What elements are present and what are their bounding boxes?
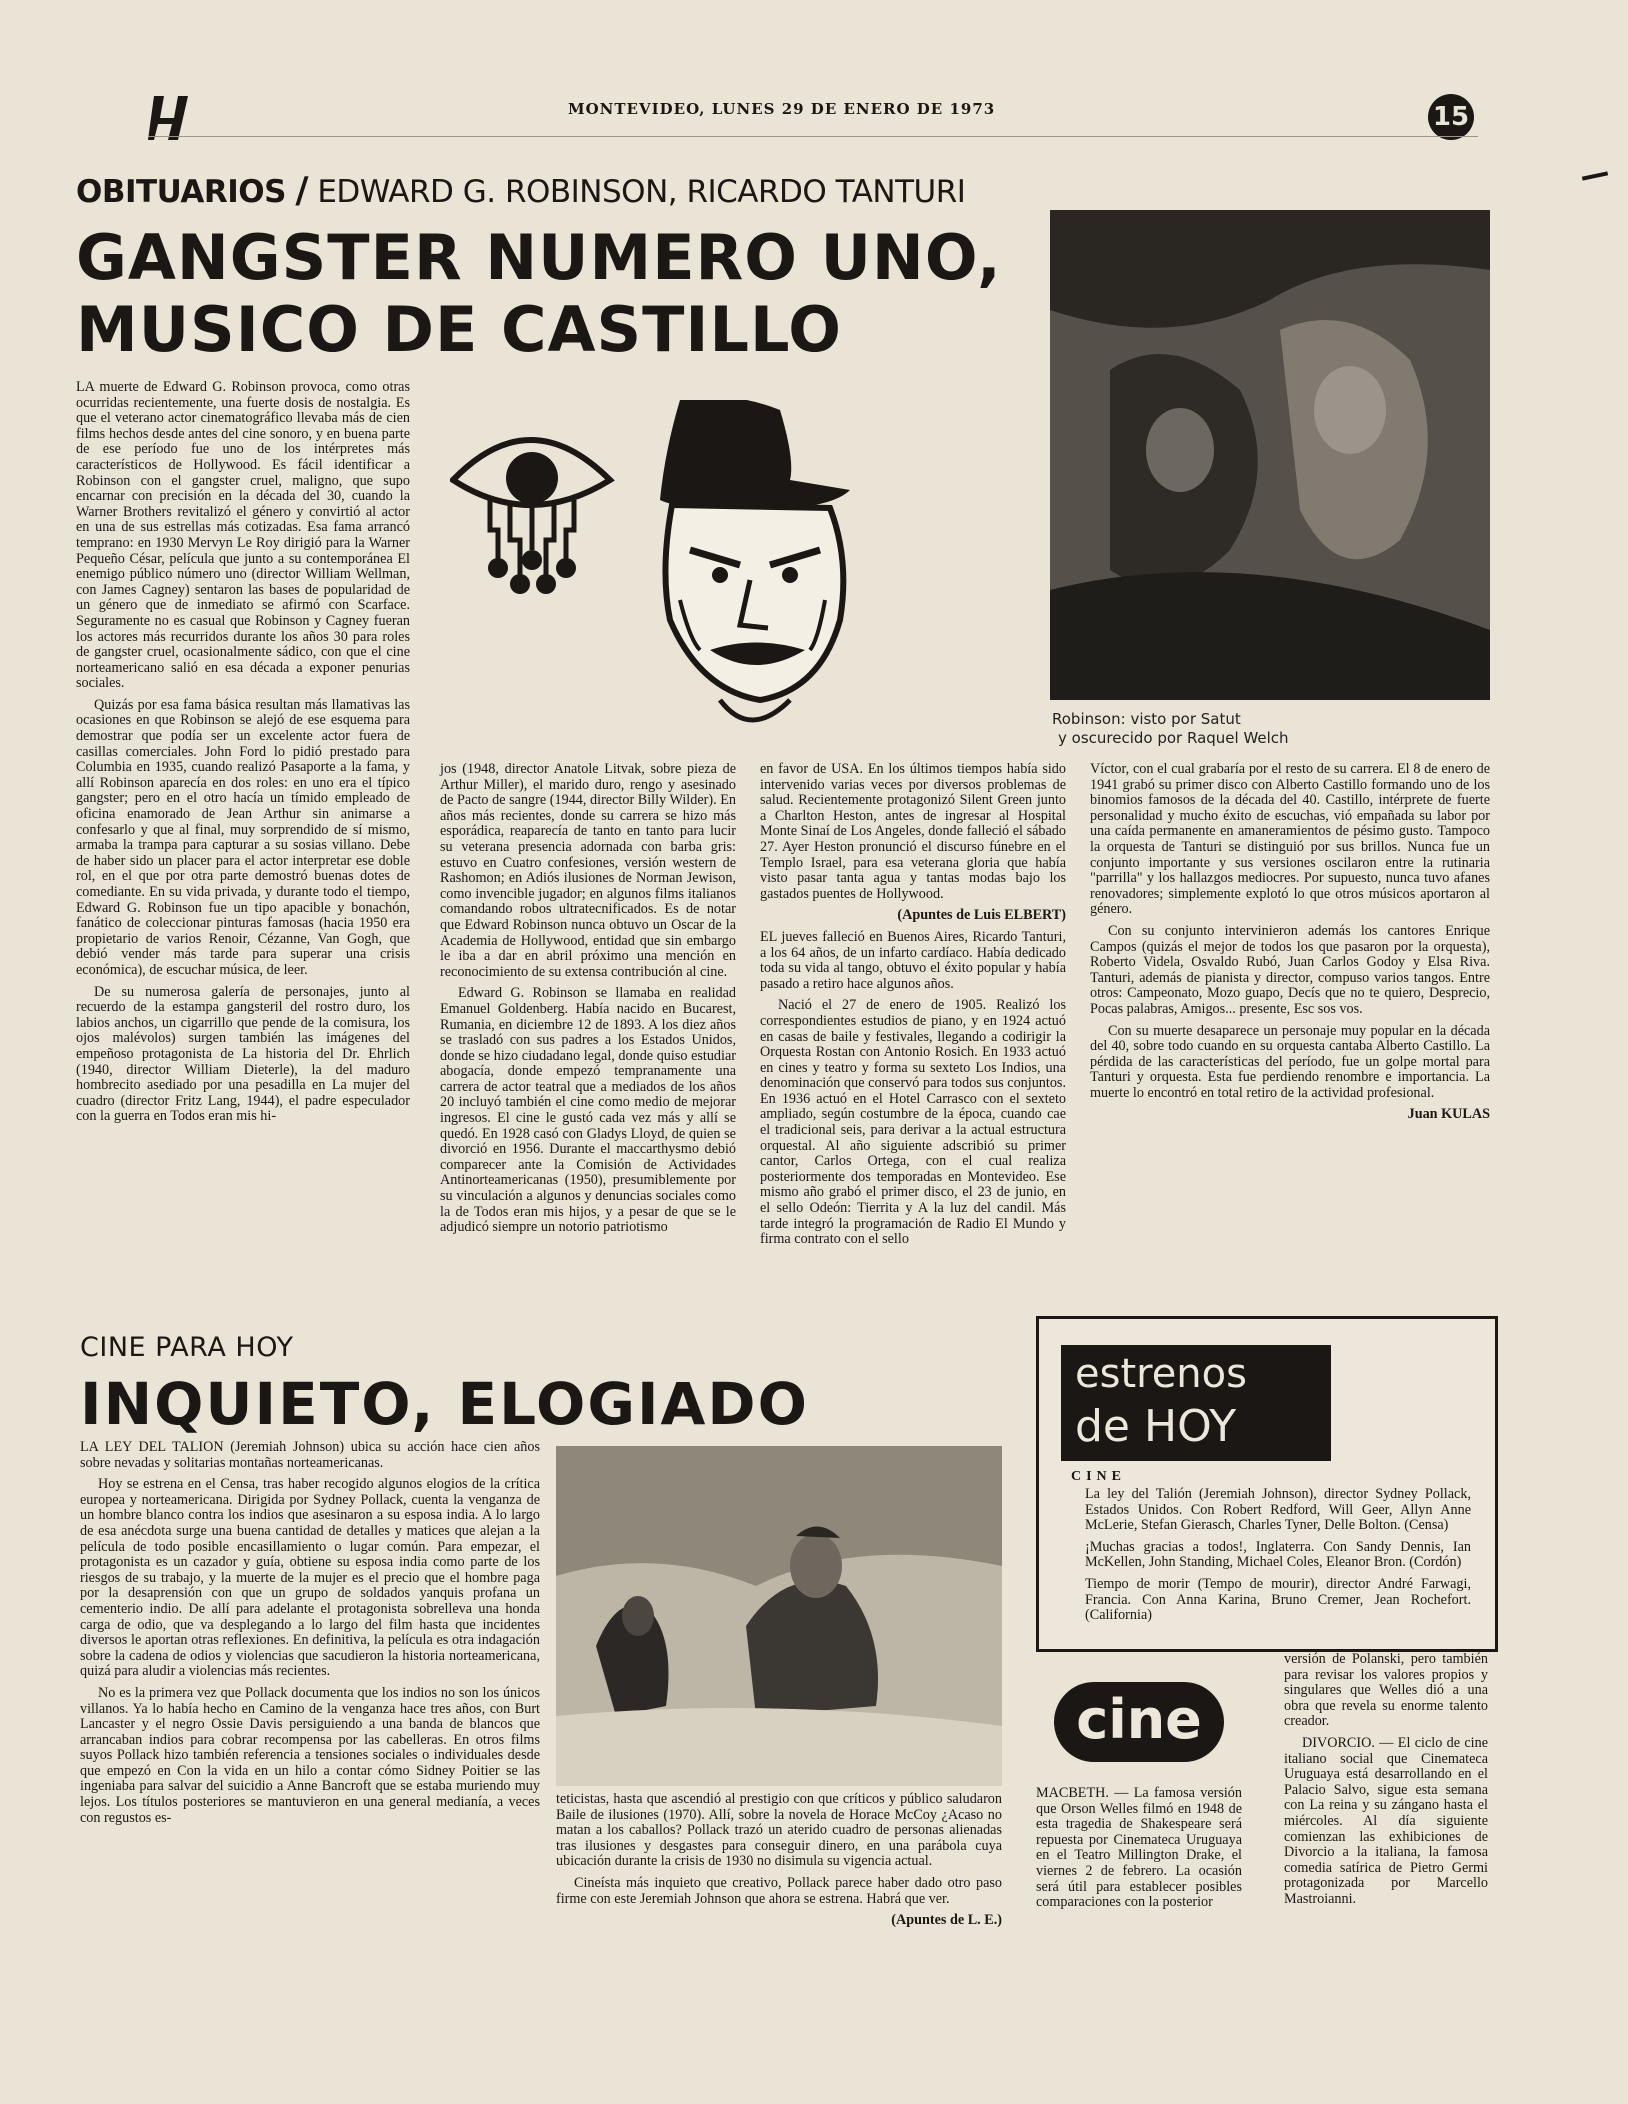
photo-robinson-welch xyxy=(1050,210,1490,700)
caption-line-2: y oscurecido por Raquel Welch xyxy=(1058,729,1289,747)
article1-col4 xyxy=(1090,762,1490,1129)
article1-paragraph: Nació el 27 de enero de 1905. Realizó los correspondientes estudios de piano, y en 1924 actuó en casas de baile y festivales, llegando a codirigir la Orquesta Rostan con Antonio Rosich. En 1933 actuó en cines y teatro y forma su sexteto Los Indios, una denominación que conservó para todos sus conjuntos. En 1936 actuó en el Hotel Carrasco con el sexteto ampliado, según costumbre de la época, cuando cae el tradicional seis, para derivar a la actual estructura orquestal. Al año siguiente adscribió su primer cantor, Carlos Ortega, con el cual realiza posteriormente dos temporadas en Montevideo. Ese mismo año grabó el primer disco, el 23 de junio, en el sello Odeón: Tierrita y A la luz del candil. Más tarde integró la programación de Radio El Mundo y firma contrato con el sello xyxy=(760,997,1066,1248)
kicker-rest: EDWARD G. ROBINSON, RICARDO TANTURI xyxy=(317,174,966,210)
main-headline xyxy=(76,222,1036,366)
article2-paragraph: LA LEY DEL TALION (Jeremiah Johnson) ubica su acción hace cien años sobre nevadas y solitarias montañas norteamericanas. xyxy=(80,1439,540,1471)
cine-logo-text: cine xyxy=(1076,1688,1202,1751)
section2-kicker: CINE PARA HOY xyxy=(80,1332,294,1363)
photo-jeremiah-johnson xyxy=(556,1446,1002,1786)
photo-1-caption xyxy=(1052,710,1492,748)
article1-paragraph: Con su conjunto intervinieron además los cantores Enrique Campos (quizás el mejor de todos los que pasaron por la orquesta), Roberto Videla, Osvaldo Rubó, Juan Carlos Godoy y Elsa Riva. Tanturi, además de pianista y director, compuso varios tangos. Entre otros: Campeonato, Mozo guapo, Decís que no te quiero, Desprecio, Pocas palabras, Amigos... presente, Esc sos vos. xyxy=(1090,922,1490,1017)
estrenos-title-line-1: estrenos xyxy=(1075,1351,1247,1397)
photo-1-image xyxy=(1050,210,1490,700)
masthead xyxy=(108,96,1488,150)
masthead-rule xyxy=(148,136,1478,137)
estrenos-title-block xyxy=(1061,1345,1331,1461)
article2-paragraph: Cineísta más inquieto que creativo, Pollack parece haber dado otro paso firme con este Jeremiah Johnson que ahora se estrena. Habrá que ver. xyxy=(556,1874,1002,1907)
margin-mark xyxy=(1582,171,1608,180)
article1-col3 xyxy=(760,762,1066,1254)
kicker-prefix: OBITUARIOS xyxy=(76,174,286,210)
byline-kulas: Juan KULAS xyxy=(1407,1106,1490,1123)
article2-col1 xyxy=(80,1440,540,1832)
estrenos-category: CINE xyxy=(1071,1469,1127,1484)
kicker-slash: / xyxy=(295,170,308,211)
eye-drawing-icon xyxy=(453,440,610,594)
cine-paragraph: MACBETH. — La famosa versión que Orson Welles filmó en 1948 de esta tragedia de Shakespeare será repuesta por Cinemateca Uruguaya en el Teatro Millington Drake, el viernes 2 de febrero. La ocasión será útil para establecer posibles comparaciones con la posterior xyxy=(1036,1785,1242,1911)
article1-col2 xyxy=(440,762,736,1242)
cine-paragraph: DIVORCIO. — El ciclo de cine italiano social que Cinemateca Uruguaya está desarrollando en el Palacio Salvo, sigue esta semana con La reina y su zángano hasta el miércoles. Al día siguiente comienzan las exhibiciones de Divorcio a la italiana, la famosa comedia satírica de Pietro Germi protagonizada por Marcello Mastroianni. xyxy=(1284,1734,1488,1907)
article1-paragraph: LA muerte de Edward G. Robinson provoca, como otras ocurridas recientemente, una fuerte dosis de nostalgia. Es que el veterano actor cinematográfico llevaba más de cien films hechos desde antes del cine sonoro, y en buena parte de ese período fue uno de los intérpretes más característicos de Hollywood. Es fácil identificar a Robinson con el gangster cruel, maligno, que supo encarnar con precisión en la década del 30, cuando la Warner Brothers revitalizó el género y convirtió al actor en una de sus estrellas más cotizadas. Esa fama arrancó temprano: en 1930 Mervyn Le Roy dirigió para la Warner Pequeño César, película que junto a su contemporánea El enemigo público número uno (director William Wellman, con James Cagney) sentaron las bases de popularidad de un género que de inmediato se afirmó con Scarface. Seguramente no es casual que Robinson y Cagney fueran los actores más recurridos durante los años 30 para roles de gangster cruel, ocasionalmente sádico, con que el cine norteamericano salió en esa década a exponer penurias sociales. xyxy=(76,379,410,692)
article2-paragraph: Hoy se estrena en el Censa, tras haber recogido algunos elogios de la crítica europea y norteamericana. Dirigida por Sydney Pollack, cuenta la venganza de un hombre blanco contra los indios que asesinaron a su esposa india. A lo largo de esa anécdota surge una buena cantidad de detalles y matices que alejan a la película de todo posible encasillamiento o lugar común. Para empezar, el protagonista es un cazador y guía, obtiene su esposa india como parte de los riesgos de su trabajo, y la muerte de la mujer es el precio que el hombre paga por la desaprensión con que un grupo de soldados yanquis profana un cementerio indio. De allí para adelante el protagonista sobrelleva una honda carga de odio, que va desplegando a lo largo del film hasta que incidentes diversos le aportan otras reflexiones. En definitiva, la película es otra indagación sobre la cadena de odios y violencias que sacudieron la historia norteamericana, quizá para aludir a violencias más recientes. xyxy=(80,1476,540,1680)
section2-headline: INQUIETO, ELOGIADO xyxy=(80,1370,809,1438)
article1-paragraph: jos (1948, director Anatole Litvak, sobre pieza de Arthur Miller), el marido duro, rengo y asesinado de Pacto de sangre (1944, director Billy Wilder). En años más recientes, donde su carrera se hizo más esporádica, reaparecía de tanto en tanto para lucir su veterana presencia adornada con barba gris: estuvo en Cuatro confesiones, versión western de Rashomon; en Adiós ilusiones de Norman Jewison, como invencible jugador; en algunos films italianos comandando robos ultratecnificados. Es de notar que Edward Robinson nunca obtuvo un Oscar de la Academia de Hollywood, entidad que sin embargo le iba a dar en abril próximo una mención en reconocimiento de su extensa contribución al cine. xyxy=(440,761,736,980)
face-caricature-icon xyxy=(660,400,850,720)
section-kicker xyxy=(76,170,965,211)
cine-col2 xyxy=(1284,1652,1488,1914)
estrenos-title-line-2: de HOY xyxy=(1075,1401,1237,1452)
dateline: MONTEVIDEO, LUNES 29 DE ENERO DE 1973 xyxy=(568,100,996,118)
caricature-illustration xyxy=(450,400,1010,740)
article2-paragraph: teticistas, hasta que ascendió al prestigio con que críticos y público saludaron Baile de ilusiones (1970). Allí, sobre la novela de Horace McCoy ¿Acaso no matan a los caballos? Pollack trazó un aterido cuadro de personas alienadas tras ilusiones y desgastes para conseguir dinero, en una parábola cuya ubicación durante la crisis de 1930 no disimula su vigencia actual. xyxy=(556,1791,1002,1870)
headline-line-1: GANGSTER NUMERO UNO, xyxy=(76,221,1002,294)
estreno-entry: La ley del Talión (Jeremiah Johnson), director Sydney Pollack, Estados Unidos. Con Robert Redford, Will Geer, Allyn Anne McLerie, Stefan Gierasch, Charles Tyner, Delle Bolton. (Censa) xyxy=(1085,1486,1471,1534)
article1-paragraph: Edward G. Robinson se llamaba en realidad Emanuel Goldenberg. Había nacido en Bucarest, Rumania, en diciembre 12 de 1893. A los diez años se trasladó con sus padres a los Estados Unidos, donde se hizo ciudadano legal, donde quiso estudiar abogacía, donde empezó tempranamente una carrera de actor teatral que a mediados de los años 20 incluyó también el cine como medio de mejorar ingresos. El cine le gustó cada vez más y allí se quedó. En 1928 casó con Gladys Lloyd, de quien se divorció en 1956. Durante el maccarthysmo debió comparecer ante la Comisión de Actividades Antinorteamericanas (1950), presumiblemente por su vinculación a algunos y denuncias sociales como la de Todos eran mis hijos, y a pesar de que se le adjudicó siempre un notorio patriotismo xyxy=(440,985,736,1236)
photo-2-image xyxy=(556,1446,1002,1786)
estreno-entry: Tiempo de morir (Tempo de mourir), director André Farwagi, Francia. Con Anna Karina, Bruno Cremer, Jean Rochefort. (California) xyxy=(1085,1575,1471,1624)
article1-paragraph: De su numerosa galería de personajes, junto al recuerdo de la estampa gangsteril del rostro duro, los labios anchos, un cigarrillo que pende de la comisura, los ojos malévolos) surgen también las imágenes del empeñoso protagonista de La historia del Dr. Ehrlich (1940, director William Dieterle), la del maduro hombrecito asediado por una pesadilla en La mujer del cuadro (director Fritz Lang, 1944), el padre especulador con la guerra en Todos eran mis hi- xyxy=(76,983,410,1125)
estrenos-list xyxy=(1071,1487,1471,1630)
article1-paragraph: Quizás por esa fama básica resultan más llamativas las ocasiones en que Robinson se alejó de ese esquema para demostrar que podía ser un excelente actor fuera de casillas comerciales. John Ford lo pidió prestado para Columbia en 1935, cuando realizó Pasaporte a la fama, y allí Robinson aparecía en dos roles: en uno era el típico gangster; pero en el otro hacía un tímido empleado de oficina enamorado de Jean Arthur sin animarse a confesarlo y que al final, muy sorprendido de sí mismo, armaba la trampa para capturar a su sosias villano. Debe de haber sido un placer para el actor interpretar ese doble rol, en el que por otra parte demostró buenas dotes de comediante. En su vida privada, y durante todo el tiempo, Edward G. Robinson fue un tipo apacible y bonachón, fanático de coleccionar pinturas famosas (hacia 1950 era propietario de varios Renoir, Cézanne, Van Gogh, que debió vender más tarde para superar una crisis económica), de escuchar música, de leer. xyxy=(76,696,410,978)
newspaper-logo-icon xyxy=(148,96,196,140)
headline-line-2: MUSICO DE CASTILLO xyxy=(76,293,842,366)
caption-line-1: Robinson: visto por Satut xyxy=(1052,710,1241,728)
article1-paragraph: Víctor, con el cual grabaría por el resto de su carrera. El 8 de enero de 1941 grabó su primer disco con Alberto Castillo formando uno de los binomios famosos de la década del 40. Castillo, intérprete de fuerte personalidad y mucho éxito de escuchas, vió empañada su labor por una caída permanente en amaneramientos de pésimo gusto. Tampoco la orquesta de Tanturi se distinguió por sus brillos. Nunca fue un conjunto importante y sus versiones oscilaron entre la rutinaria "parrilla" y los hallazgos mediocres. Por supuesto, nunca tuvo afanes renovadores; simplemente explotó lo que otros músicos aportaron al género. xyxy=(1090,761,1490,918)
cine-logo xyxy=(1054,1682,1224,1762)
article1-col1 xyxy=(76,380,410,1131)
estrenos-box xyxy=(1036,1316,1498,1652)
byline-elbert: (Apuntes de Luis ELBERT) xyxy=(897,907,1066,924)
page-number-badge xyxy=(1428,94,1474,140)
article1-paragraph: en favor de USA. En los últimos tiempos había sido intervenido varias veces por diversos problemas de salud. Recientemente protagonizó Silent Green junto a Charlton Heston, antes de ingresar al Hospital Monte Sinaí de Los Angeles, donde falleció el sábado 27. Ayer Heston pronunció el discurso fúnebre en el Templo Israel, para esa veterana gloria que había visto pasar tanta agua y tantas modas bajo los gastados puentes de Hollywood. xyxy=(760,761,1066,902)
cine-col1 xyxy=(1036,1786,1242,1917)
page-number: 15 xyxy=(1432,102,1470,132)
article1-paragraph: EL jueves falleció en Buenos Aires, Ricardo Tanturi, a los 64 años, de un infarto cardíaco. Había dedicado toda su vida al tango, obtuvo el éxito popular y había pasado a retiro hace algunos años. xyxy=(760,928,1066,992)
article2-col2 xyxy=(556,1792,1002,1935)
byline-le: (Apuntes de L. E.) xyxy=(891,1912,1002,1929)
cine-paragraph: versión de Polanski, pero también para revisar los valores propios y singulares que Welles dió a una obra que revela su enorme talento creador. xyxy=(1284,1651,1488,1730)
article1-paragraph: Con su muerte desaparece un personaje muy popular en la década del 40, sobre todo cuando en su orquesta cantaba Alberto Castillo. La pérdida de las características del período, fue un golpe mortal para Tanturi y orquesta. Esta fue perdiendo renombre e importancia. La muerte lo encontró en total retiro de la actividad profesional. xyxy=(1090,1022,1490,1101)
article2-paragraph: No es la primera vez que Pollack documenta que los indios no son los únicos villanos. Ya lo había hecho en Camino de la venganza hace tres años, con Burt Lancaster y el negro Ossie Davis persiguiendo a una banda de blancos que arrancaban indios para cobrar recompensa por las cabelleras. En otros films suyos Pollack hizo también referencia a tensiones sociales o individuales desde que empezó en Con la vida en un hilo a contar cómo Sidney Poitier se las ingeniaba para salvar del suicidio a Anne Bancroft que se estaba muriendo muy lejos. Los títulos posteriores se mantuvieron en una general medianía, a veces con regustos es- xyxy=(80,1684,540,1826)
estreno-entry: ¡Muchas gracias a todos!, Inglaterra. Con Sandy Dennis, Ian McKellen, John Standing, Michael Coles, Eleanor Bron. (Cordón) xyxy=(1085,1538,1471,1571)
